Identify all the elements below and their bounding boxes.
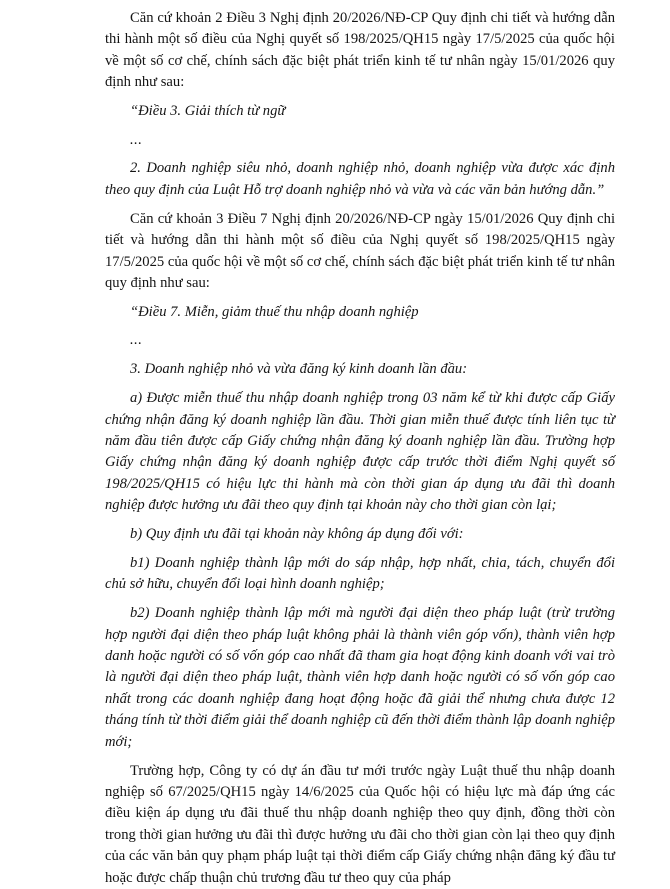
quote-ellipsis-1: ... [130,131,143,148]
paragraph-citation-decree20-article7: Căn cứ khoản 3 Điều 7 Nghị định 20/2026/NĐ-CP ngày 15/01/2026 Quy định chi tiết và hướng dẫn thi hành một số điều của Nghị quyết số 198/2025/QH15 ngày 17/5/2025 của quốc hội về một số cơ chế, chính sách đặc biệt phát triển kinh tế tư nhân quy định như sau: [105,210,615,291]
paragraph-closing-case-analysis: Trường hợp, Công ty có dự án đầu tư mới trước ngày Luật thuế thu nhập doanh nghiệp số 67/2025/QH15 ngày 14/6/2025 của Quốc hội có hiệu lực mà đáp ứng các điều kiện áp dụng ưu đãi thuế thu nhập doanh nghiệp theo quy định, đồng thời còn trong thời gian hưởng ưu đãi thì được hưởng ưu đãi cho thời gian còn lại theo quy định của các văn bản quy phạm pháp luật tại thời điểm cấp Giấy chứng nhận đăng ký đầu tư hoặc được chấp thuận chủ trương đầu tư theo quy của pháp [105,762,615,886]
quote-article7-clause-3: 3. Doanh nghiệp nhỏ và vừa đăng ký kinh doanh lần đầu: [130,361,468,378]
quote-heading-article-3: “Điều 3. Giải thích từ ngữ [130,103,286,120]
document-text-body [105,8,615,889]
quote-article7-point-a: a) Được miễn thuế thu nhập doanh nghiệp trong 03 năm kể từ khi được cấp Giấy chứng nhận đăng ký doanh nghiệp lần đầu. Thời gian miễn thuế được tính liên tục từ năm đầu tiên được cấp Giấy chứng nhận đăng ký doanh nghiệp lần đầu. Trường hợp Giấy chứng nhận đăng ký doanh nghiệp được cấp trước thời điểm Nghị quyết số 198/2025/QH15 có hiệu lực thi hành mà còn thời gian áp dụng ưu đãi thì doanh nghiệp được hưởng ưu đãi theo quy định tại khoản này cho thời gian còn lại; [105,390,615,514]
quote-ellipsis-2: ... [130,332,143,349]
quote-article7-point-b1: b1) Doanh nghiệp thành lập mới do sáp nhập, hợp nhất, chia, tách, chuyển đổi chủ sở hữu, chuyển đổi loại hình doanh nghiệp; [105,554,615,593]
quote-article7-point-b: b) Quy định ưu đãi tại khoản này không áp dụng đối với: [130,526,464,543]
quote-heading-article-7: “Điều 7. Miễn, giảm thuế thu nhập doanh nghiệp [130,303,419,320]
paragraph-citation-decree20-article3: Căn cứ khoản 2 Điều 3 Nghị định 20/2026/NĐ-CP Quy định chi tiết và hướng dẫn thi hành một số điều của Nghị quyết số 198/2025/QH15 ngày 17/5/2025 của quốc hội về một số cơ chế, chính sách đặc biệt phát triển kinh tế tư nhân ngày 15/01/2026 quy định như sau: [105,10,615,91]
quote-article3-clause-2: 2. Doanh nghiệp siêu nhỏ, doanh nghiệp nhỏ, doanh nghiệp vừa được xác định theo quy định của Luật Hỗ trợ doanh nghiệp nhỏ và vừa và các văn bản hướng dẫn.” [105,160,615,198]
quote-article7-point-b2: b2) Doanh nghiệp thành lập mới mà người đại diện theo pháp luật (trừ trường hợp người đại diện theo pháp luật không phải là thành viên góp vốn), thành viên hợp danh hoặc người có số vốn góp cao nhất đã tham gia hoạt động kinh doanh với vai trò là người đại diện theo pháp luật, thành viên hợp danh hoặc người có số vốn góp cao nhất trong các doanh nghiệp đang hoạt động hoặc đã giải thể nhưng chưa được 12 tháng tính từ thời điểm giải thể doanh nghiệp cũ đến thời điểm thành lập doanh nghiệp mới; [105,605,615,750]
